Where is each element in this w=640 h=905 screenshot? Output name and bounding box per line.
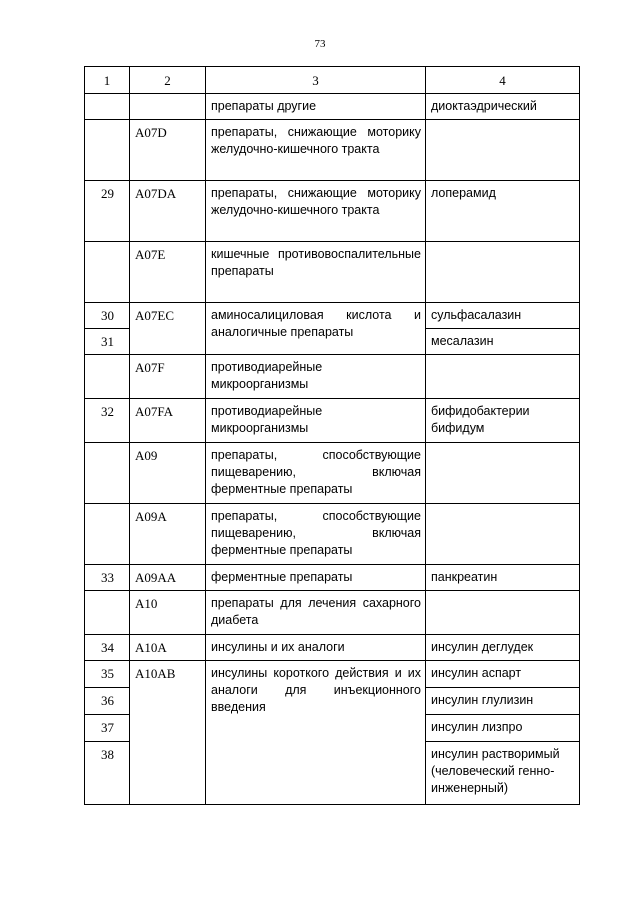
atc-code: A10A <box>130 635 206 661</box>
drug-name: инсулин лизпро <box>426 715 580 742</box>
group-name: кишечные противовоспалительные препараты <box>206 242 426 303</box>
drug-name <box>426 355 580 399</box>
atc-code: A07D <box>130 120 206 181</box>
table-row <box>85 635 580 661</box>
group-name: противодиарейные микроорганизмы <box>206 399 426 443</box>
header-col-2: 2 <box>130 67 206 94</box>
row-number: 29 <box>85 181 130 242</box>
atc-code: A07E <box>130 242 206 303</box>
drug-name: месалазин <box>426 329 580 355</box>
atc-code: A09 <box>130 443 206 504</box>
atc-code: A07EC <box>130 303 206 355</box>
row-number: 37 <box>85 715 130 742</box>
table-row <box>85 355 580 399</box>
atc-code: A09A <box>130 504 206 565</box>
row-number: 33 <box>85 565 130 591</box>
row-number: 35 <box>85 661 130 688</box>
group-name: ферментные препараты <box>206 565 426 591</box>
table-row <box>85 120 580 181</box>
drug-name <box>426 504 580 565</box>
drug-name <box>426 443 580 504</box>
drug-name <box>426 242 580 303</box>
table-row <box>85 399 580 443</box>
group-name: аминосалициловая кислота и аналогичные препараты <box>206 303 426 355</box>
atc-code: A09AA <box>130 565 206 591</box>
drug-name: лоперамид <box>426 181 580 242</box>
drug-name: бифидобактерии бифидум <box>426 399 580 443</box>
row-number <box>85 443 130 504</box>
group-name: инсулины и их аналоги <box>206 635 426 661</box>
header-col-3: 3 <box>206 67 426 94</box>
row-number <box>85 120 130 181</box>
drug-name: инсулин растворимый (человеческий генно-инженерный) <box>426 742 580 805</box>
row-number <box>85 242 130 303</box>
group-name: инсулины короткого действия и их аналоги для инъекционного введения <box>206 661 426 805</box>
row-number <box>85 355 130 399</box>
table-row <box>85 181 580 242</box>
drug-name <box>426 120 580 181</box>
atc-code: A07DA <box>130 181 206 242</box>
drug-name: инсулин аспарт <box>426 661 580 688</box>
header-col-1: 1 <box>85 67 130 94</box>
row-number: 34 <box>85 635 130 661</box>
drug-name: диоктаэдрический <box>426 94 580 120</box>
row-number: 36 <box>85 688 130 715</box>
table-row <box>85 242 580 303</box>
drug-name <box>426 591 580 635</box>
row-number <box>85 504 130 565</box>
drug-name: панкреатин <box>426 565 580 591</box>
drug-list-table <box>84 66 580 805</box>
group-name: препараты другие <box>206 94 426 120</box>
group-name: противодиарейные микроорганизмы <box>206 355 426 399</box>
table-row <box>85 661 580 688</box>
group-name: препараты, способствующие пищеварению, включая ферментные препараты <box>206 504 426 565</box>
header-col-4: 4 <box>426 67 580 94</box>
group-name: препараты, снижающие моторику желудочно-кишечного тракта <box>206 120 426 181</box>
page-number: 73 <box>314 38 326 50</box>
row-number <box>85 94 130 120</box>
atc-code: A10 <box>130 591 206 635</box>
table-row <box>85 443 580 504</box>
atc-code: A10AB <box>130 661 206 805</box>
group-name: препараты, снижающие моторику желудочно-кишечного тракта <box>206 181 426 242</box>
row-number: 38 <box>85 742 130 805</box>
drug-name: инсулин глулизин <box>426 688 580 715</box>
group-name: препараты, способствующие пищеварению, включая ферментные препараты <box>206 443 426 504</box>
table-row <box>85 504 580 565</box>
drug-name: инсулин деглудек <box>426 635 580 661</box>
row-number <box>85 591 130 635</box>
row-number: 32 <box>85 399 130 443</box>
drug-name: сульфасалазин <box>426 303 580 329</box>
table-row <box>85 303 580 329</box>
table-row <box>85 591 580 635</box>
table-header-row <box>85 67 580 94</box>
atc-code: A07FA <box>130 399 206 443</box>
atc-code <box>130 94 206 120</box>
atc-code: A07F <box>130 355 206 399</box>
table-row <box>85 565 580 591</box>
row-number: 31 <box>85 329 130 355</box>
table-row <box>85 94 580 120</box>
row-number: 30 <box>85 303 130 329</box>
group-name: препараты для лечения сахарного диабета <box>206 591 426 635</box>
